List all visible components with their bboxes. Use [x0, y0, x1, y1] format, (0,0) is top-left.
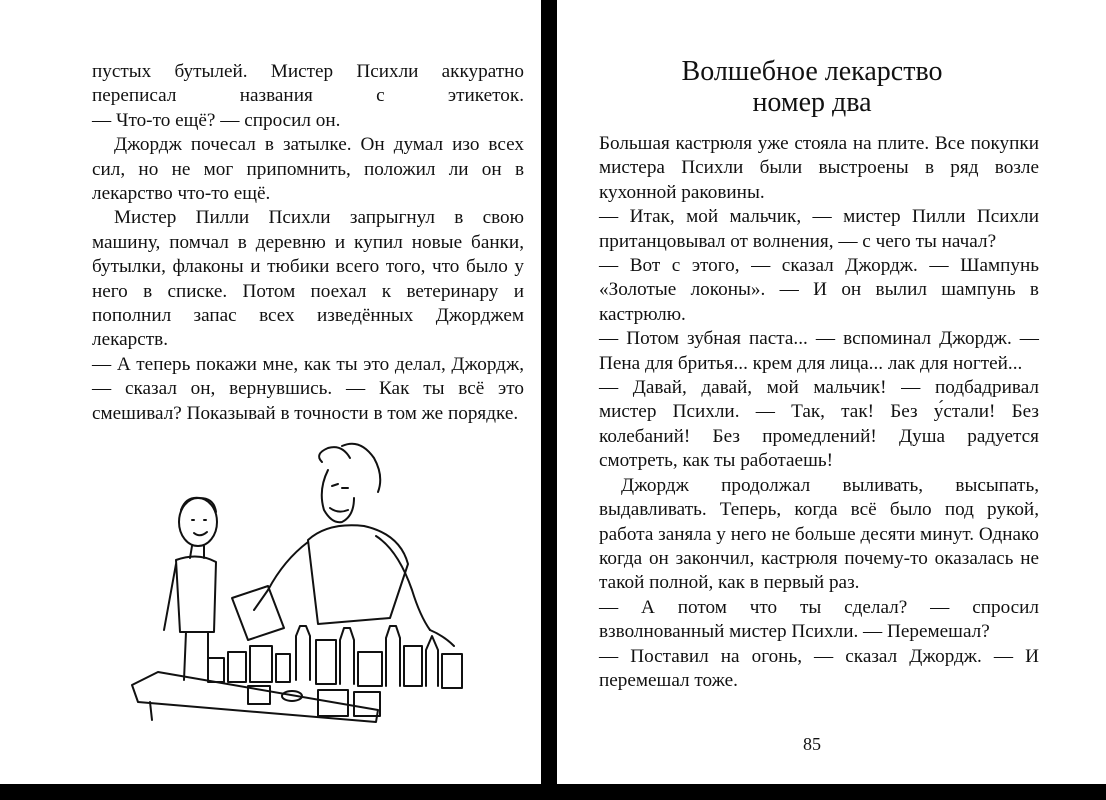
right-paragraph-7: — А потом что ты сделал? — спросил взволнованный мистер Психли. — Перемешал?: [599, 596, 1039, 643]
right-paragraph-5: — Давай, давай, мой мальчик! — подбадривал мистер Психли. — Так, так! Без у́стали! Без колебаний! Без промедлений! Душа радуется смотреть, как ты работаешь!: [599, 377, 1039, 472]
chapter-title: [557, 56, 1067, 118]
left-paragraph-5: — А теперь покажи мне, как ты это делал, Джордж, — сказал он, вернувшись. — Как ты всё это смешивал? Показывай в точности в том же порядке.: [92, 353, 524, 424]
right-paragraph-4: — Потом зубная паста... — вспоминал Джордж. — Пена для бритья... крем для лица... лак для ногтей...: [599, 328, 1039, 374]
right-paragraph-3: — Вот с этого, — сказал Джордж. — Шампунь «Золотые локоны». — И он вылил шампунь в кастрюлю.: [599, 255, 1039, 325]
left-paragraph-1: пустых бутылей. Мистер Психли аккуратно переписал названия с этикеток.: [92, 61, 524, 107]
chapter-title-line-2: номер два: [752, 87, 872, 118]
right-page: [557, 0, 1106, 784]
left-paragraph-2: — Что-то ещё? — спросил он.: [92, 109, 341, 131]
illustration-drawing: [128, 440, 528, 730]
left-paragraph-4: Мистер Пилли Психли запрыгнул в свою машину, помчал в деревню и купил новые банки, бутылки, флаконы и тюбики всего того, что было у него в списке. Потом поехал к ветеринару и пополнил запас всех изведённых Джорджем лекарств.: [92, 207, 524, 351]
right-paragraph-2: — Итак, мой мальчик, — мистер Пилли Психли пританцовывал от волнения, — с чего ты начал?: [599, 206, 1039, 252]
left-paragraph-3: Джордж почесал в затылке. Он думал изо всех сил, но не мог припомнить, положил ли он в лекарство что-то ещё.: [92, 134, 524, 205]
right-paragraph-1: Большая кастрюля уже стояла на плите. Все покупки мистера Психли были выстроены в ряд возле кухонной раковины.: [599, 133, 1039, 203]
left-page: [0, 0, 541, 784]
right-paragraph-6: Джордж продолжал выливать, высыпать, выдавливать. Теперь, когда всё было под рукой, работа заняла у него не больше десяти минут. Однако когда он закончил, кастрюля почему-то оказалась не такой полной, как в первый раз.: [599, 474, 1039, 594]
right-paragraph-8: — Поставил на огонь, — сказал Джордж. — И перемешал тоже.: [599, 645, 1039, 691]
left-page-text: [92, 60, 524, 426]
chapter-title-line-1: Волшебное лекарство: [681, 56, 943, 87]
page-number: 85: [803, 734, 821, 754]
right-page-text: [599, 132, 1039, 693]
illustration: [128, 440, 528, 730]
